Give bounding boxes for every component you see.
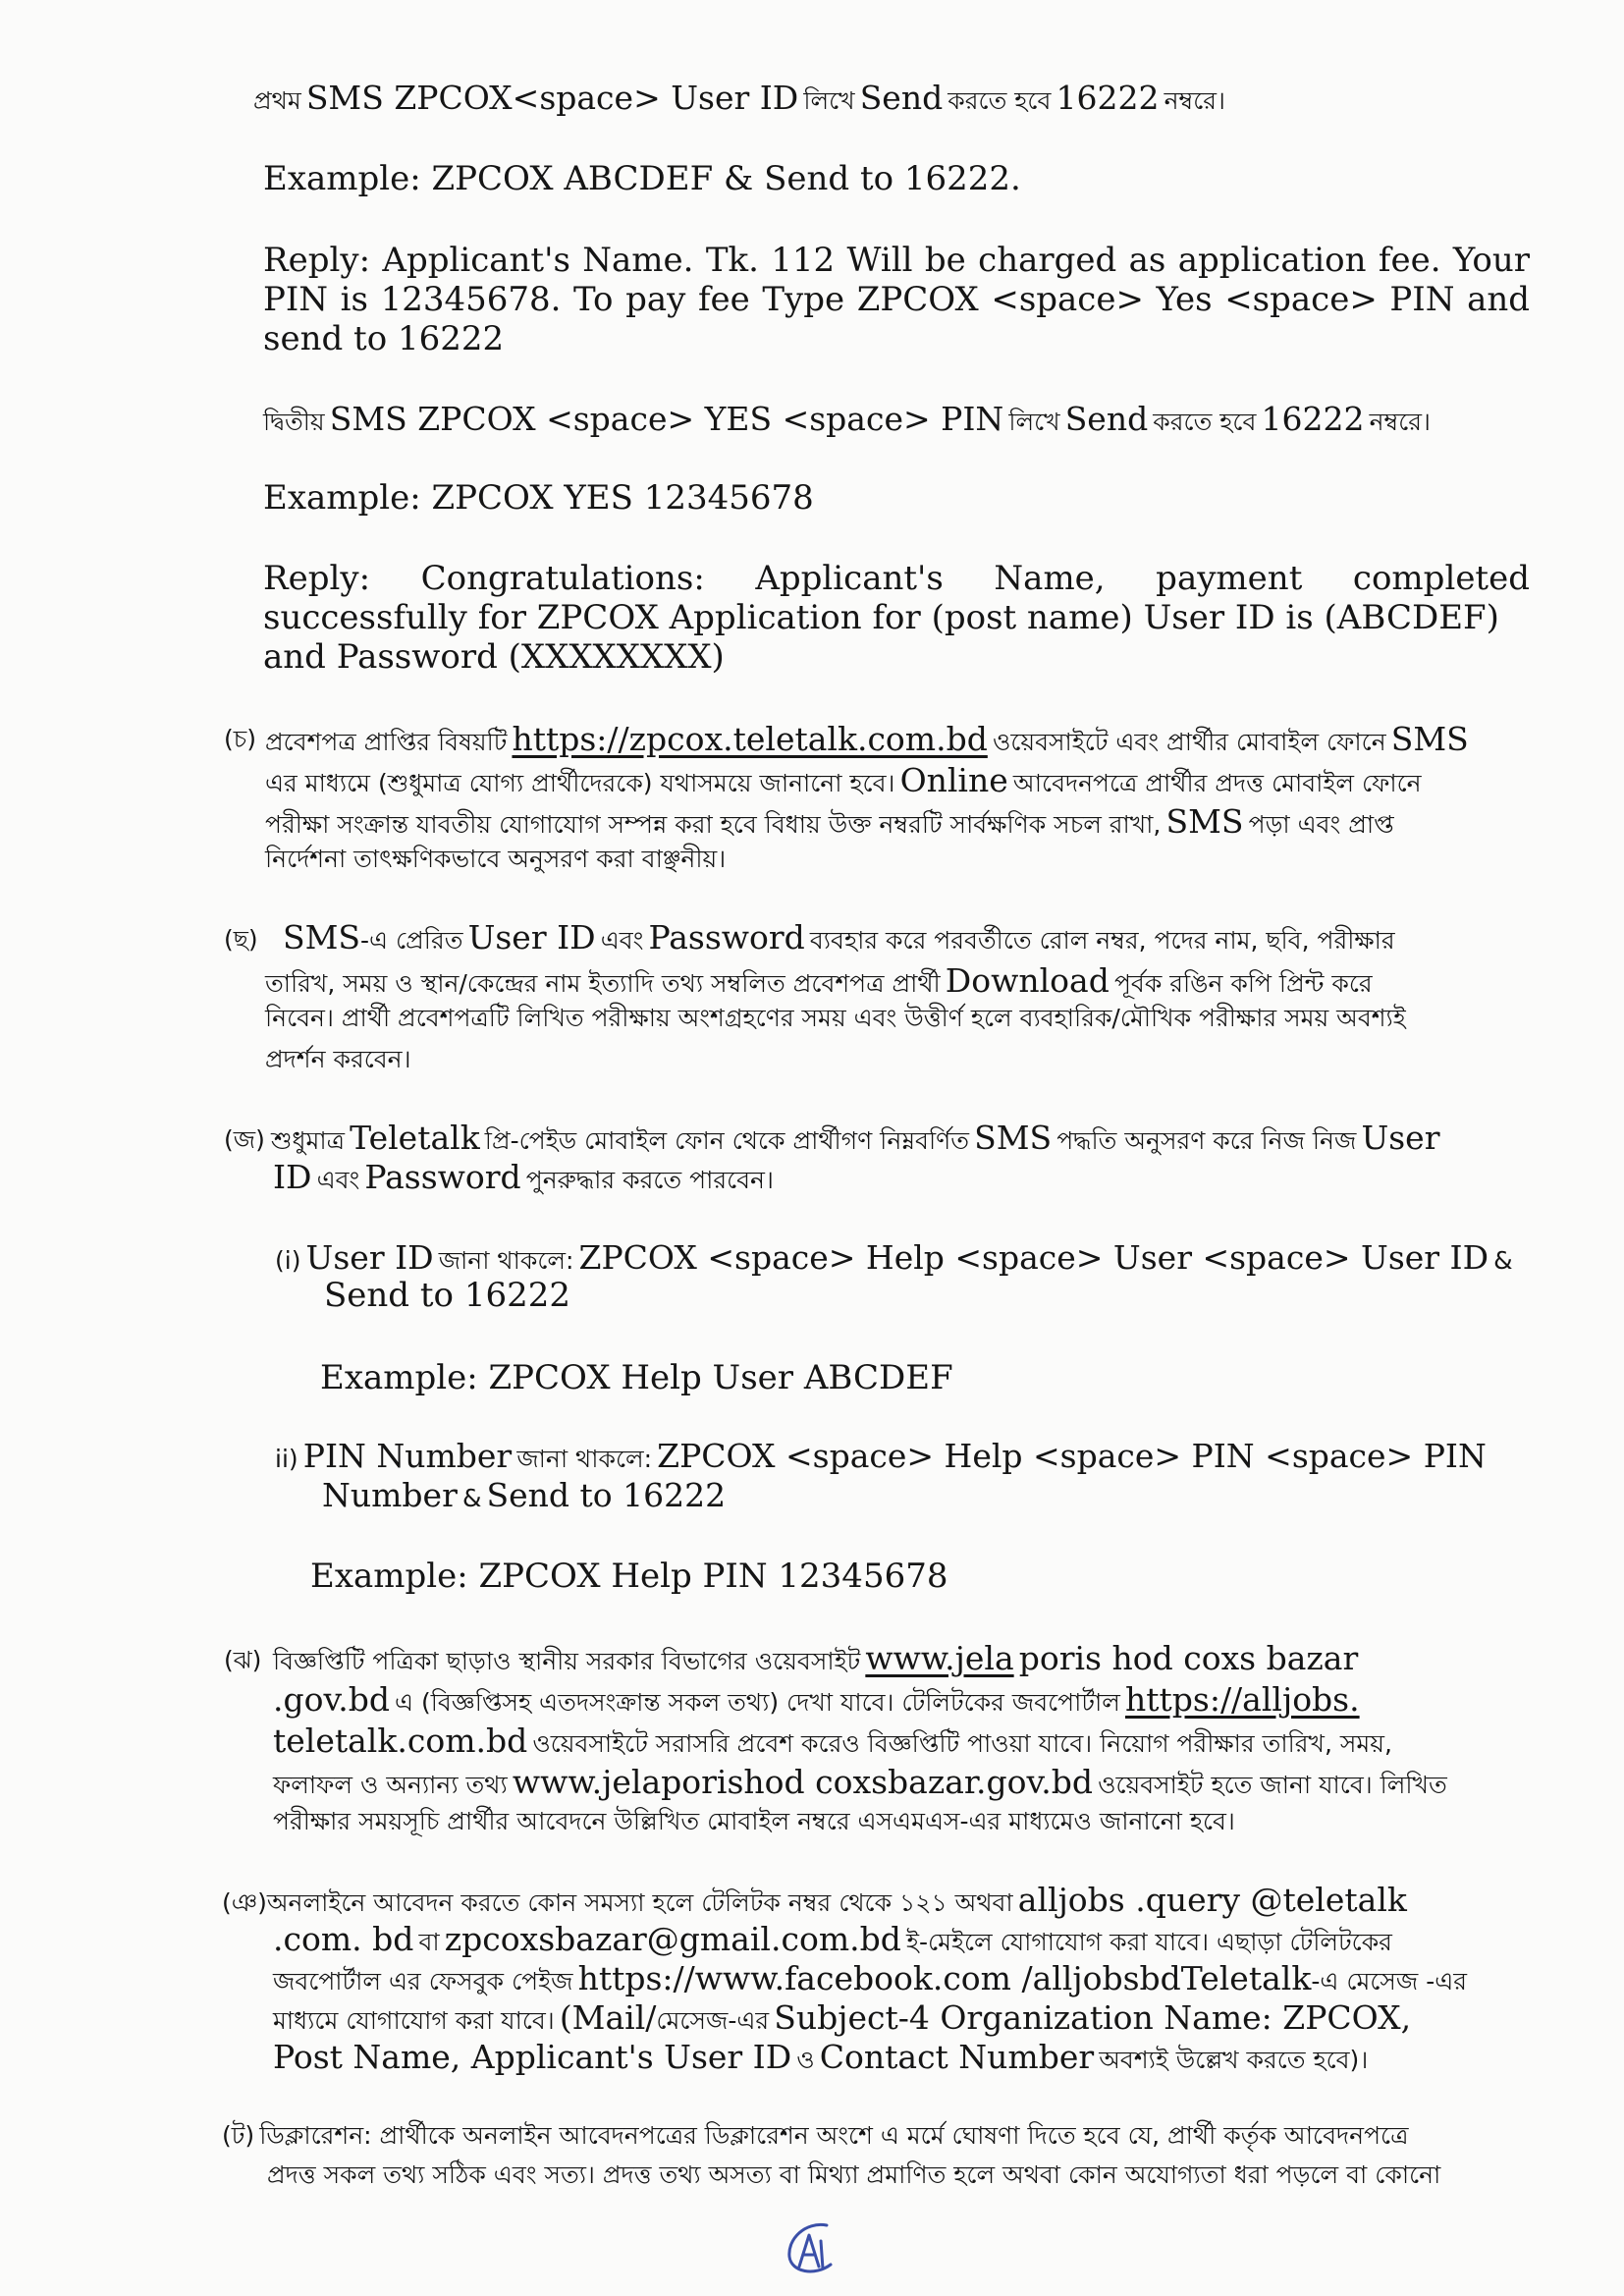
- section-cha-line-4: নির্দেশনা তাৎক্ষণিকভাবে অনুসরণ করা বাঞ্ছনীয়।: [265, 845, 727, 873]
- section-jha-line-5: পরীক্ষার সময়সূচি প্রার্থীর আবেদনে উল্লিখিত মোবাইল নম্বরে এসএমএস-এর মাধ্যমেও জানানো হবে।: [273, 1807, 1235, 1835]
- section-chha-label: (ছ): [224, 925, 258, 954]
- sms-first-reply-line-3: send to 16222: [263, 319, 505, 358]
- nya-facebook-link[interactable]: https://www.facebook.com /alljobsbdTeletalk: [577, 1959, 1312, 1997]
- section-jha-line-4: ফলাফল ও অন্যান্য তথ্য www.jelaporishod coxsbazar.gov.bd ওয়েবসাইট হতে জানা যাবে। লিখিত: [273, 1763, 1447, 1801]
- section-ta-line-2: প্রদত্ত সকল তথ্য সঠিক এবং সত্য। প্রদত্ত তথ্য অসত্য বা মিথ্যা প্রমাণিত হলে অথবা কোন অযোগ্যতা ধরা পড়লে বা কোনো: [267, 2160, 1441, 2189]
- sms-first-reply-line-1: Reply: Applicant's Name. Tk. 112 Will be charged as application fee. Your: [263, 241, 1530, 280]
- section-nya-line-3: জবপোর্টাল এর ফেসবুক পেইজ https://www.facebook.com /alljobsbdTeletalk-এ মেসেজ -এর: [273, 1959, 1468, 1997]
- section-chha-line-1: SMS-এ প্রেরিত User ID এবং Password ব্যবহার করে পরবর্তীতে রোল নম্বর, পদের নাম, ছবি, পরীক্ষার: [283, 918, 1395, 957]
- section-cha-label: (চ): [224, 725, 256, 753]
- section-chha-line-3: নিবেন। প্রার্থী প্রবেশপত্রটি লিখিত পরীক্ষায় অংশগ্রহণের সময় এবং উত্তীর্ণ হলে ব্যবহারিক/মৌখিক পরীক্ষার সময় অবশ্যই: [265, 1004, 1406, 1032]
- section-jha-label: (ঝ): [224, 1646, 262, 1674]
- section-ja-label: (জ): [224, 1125, 265, 1154]
- sms-first-reply-line-2: PIN is 12345678. To pay fee Type ZPCOX <space> Yes <space> PIN and: [263, 280, 1530, 319]
- jha-alljobs-link[interactable]: https://alljobs.: [1124, 1680, 1360, 1719]
- section-cha-line-1: প্রবেশপত্র প্রাপ্তির বিষয়টি https://zpcox.teletalk.com.bd ওয়েবসাইটে এবং প্রার্থীর মোবাইল ফোনে SMS: [265, 720, 1469, 758]
- section-ja-line-1: শুধুমাত্র Teletalk প্রি-পেইড মোবাইল ফোন থেকে প্রার্থীগণ নিম্নবর্ণিত SMS পদ্ধতি অনুসরণ করে নিজ নিজ User: [271, 1119, 1440, 1157]
- section-ja-item-i-line-2: Send to 16222: [324, 1276, 570, 1315]
- section-chha-line-2: তারিখ, সময় ও স্থান/কেন্দ্রের নাম ইত্যাদি তথ্য সম্বলিত প্রবেশপত্র প্রার্থী Download পূর্বক রঙিন কপি প্রিন্ট করে: [265, 961, 1373, 1000]
- section-cha-line-2: এর মাধ্যমে (শুধুমাত্র যোগ্য প্রার্থীদেরকে) যথাসময়ে জানানো হবে। Online আবেদনপত্রে প্রার্থীর প্রদত্ত মোবাইল ফোনে: [265, 761, 1422, 799]
- jha-website-link[interactable]: www.jela: [865, 1639, 1014, 1677]
- sms-second-reply-line-2: successfully for ZPCOX Application for (post name) User ID is (ABCDEF): [263, 598, 1499, 637]
- section-ja-item-ii-line-2: Number & Send to 16222: [322, 1476, 727, 1514]
- section-nya-line-4: মাধ্যমে যোগাযোগ করা যাবে। (Mail/মেসেজ-এর Subject-4 Organization Name: ZPCOX,: [273, 1998, 1412, 2037]
- sms-second-example: Example: ZPCOX YES 12345678: [263, 478, 814, 518]
- section-chha-line-4: প্রদর্শন করবেন।: [265, 1045, 411, 1073]
- section-ja-item-ii-example: Example: ZPCOX Help PIN 12345678: [310, 1557, 948, 1596]
- section-nya-line-2: .com. bd বা zpcoxsbazar@gmail.com.bd ই-মেইলে যোগাযোগ করা যাবে। এছাড়া টেলিটকের: [273, 1920, 1392, 1958]
- section-nya-line-5: Post Name, Applicant's User ID ও Contact Number অবশ্যই উল্লেখ করতে হবে)।: [273, 2038, 1369, 2076]
- sms-second-line: দ্বিতীয় SMS ZPCOX <space> YES <space> PIN লিখে Send করতে হবে 16222 নম্বরে।: [263, 400, 1431, 438]
- section-jha-line-3: teletalk.com.bd ওয়েবসাইটে সরাসরি প্রবেশ করেও বিজ্ঞপ্তিটি পাওয়া যাবে। নিয়োগ পরীক্ষার তারিখ, সময়,: [273, 1722, 1392, 1760]
- section-nya-line-1: (ঞ)অনলাইনে আবেদন করতে কোন সমস্যা হলে টেলিটক নম্বর থেকে ১২১ অথবা alljobs .query @teletalk: [222, 1881, 1407, 1919]
- section-jha-line-1: বিজ্ঞপ্তিটি পত্রিকা ছাড়াও স্থানীয় সরকার বিভাগের ওয়েবসাইট www.jela poris hod coxs bazar: [273, 1639, 1359, 1677]
- nya-email-link[interactable]: zpcoxsbazar@gmail.com.bd: [444, 1920, 901, 1958]
- section-ja-item-i: (i) User ID জানা থাকলে: ZPCOX <space> Help <space> User <space> User ID &: [275, 1238, 1513, 1277]
- section-ja-item-ii: ii) PIN Number জানা থাকলে: ZPCOX <space> Help <space> PIN <space> PIN: [275, 1437, 1487, 1475]
- section-ta-line-1: (ট) ডিক্লারেশন: প্রার্থীকে অনলাইন আবেদনপত্রের ডিক্লারেশন অংশে এ মর্মে ঘোষণা দিতে হবে যে, প্রার্থী কর্তৃক আবেদনপত্রে: [222, 2121, 1409, 2150]
- sms-second-reply-line-1: Reply: Congratulations: Applicant's Name, payment completed: [263, 559, 1530, 598]
- section-ja-item-i-example: Example: ZPCOX Help User ABCDEF: [320, 1358, 953, 1397]
- section-jha-line-2: .gov.bd এ (বিজ্ঞপ্তিসহ এতদসংক্রান্ত সকল তথ্য) দেখা যাবে। টেলিটকের জবপোর্টাল https://alljobs.: [273, 1680, 1360, 1719]
- section-ja-line-2: ID এবং Password পুনরুদ্ধার করতে পারবেন।: [273, 1158, 774, 1196]
- section-cha-line-3: পরীক্ষা সংক্রান্ত যাবতীয় যোগাযোগ সম্পন্ন করা হবে বিধায় উক্ত নম্বরটি সার্বক্ষণিক সচল রাখা, SMS পড়া এবং প্রাপ্ত: [265, 802, 1394, 841]
- signature-initials: [776, 2212, 844, 2280]
- sms-first-line: প্রথম SMS ZPCOX<space> User ID লিখে Send করতে হবে 16222 নম্বরে।: [253, 79, 1225, 117]
- sms-first-example: Example: ZPCOX ABCDEF & Send to 16222.: [263, 159, 1021, 198]
- cha-zpcox-link[interactable]: https://zpcox.teletalk.com.bd: [512, 720, 988, 758]
- sms-second-reply-line-3: and Password (XXXXXXXX): [263, 637, 725, 677]
